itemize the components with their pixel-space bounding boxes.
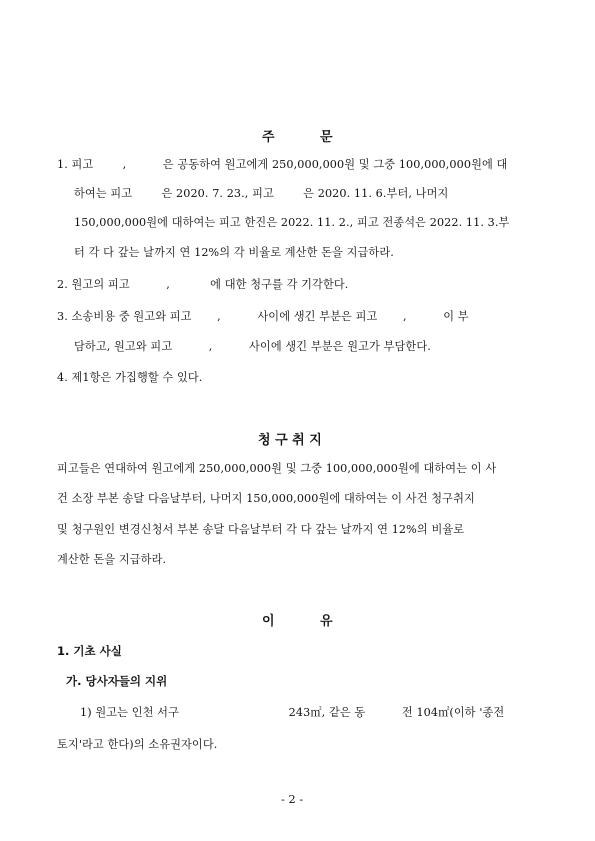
cheonggu-line3: 및 청구원인 변경신청서 부본 송달 다음날부터 각 다 갚는 날까지 연 12%의 비율로 [57,523,465,536]
jumun-item1-line4: 터 각 다 갚는 날까지 연 12%의 각 비율로 계산한 돈을 지급하라. [74,246,394,259]
heading-iyu-a: 이 [262,614,275,629]
jumun-item1-line2: 하여는 피고 은 2020. 7. 23., 피고 은 2020. 11. 6.부터, 나머지 [74,187,449,200]
jumun-item3-line1: 3. 소송비용 중 원고와 피고 , 사이에 생긴 부분은 피고 , 이 부 [57,310,469,323]
heading-jumun-b: 문 [320,130,333,145]
para1-line1: 1) 원고는 인천 서구 243㎡, 같은 동 전 104㎡(이하 '종전 [80,706,505,719]
heading-jumun-a: 주 [262,130,275,145]
section-1-ga-title: 가. 당사자들의 지위 [66,674,168,688]
cheonggu-line2: 건 소장 부본 송달 다음날부터, 나머지 150,000,000원에 대하여는 이 사건 청구취지 [57,492,475,505]
heading-cheonggu: 청 구 취 지 [258,433,322,448]
para1-line2: 토지'라고 한다)의 소유권자이다. [57,738,218,751]
jumun-item1-line1: 1. 피고 , 은 공동하여 원고에게 250,000,000원 및 그중 100,000,000원에 대 [57,158,508,171]
jumun-item4: 4. 제1항은 가집행할 수 있다. [57,371,203,384]
page-number: - 2 - [281,793,304,806]
jumun-item3-line2: 담하고, 원고와 피고 , 사이에 생긴 부분은 원고가 부담한다. [74,340,431,353]
cheonggu-line4: 계산한 돈을 지급하라. [57,553,167,566]
jumun-item2: 2. 원고의 피고 , 에 대한 청구를 각 기각한다. [57,278,349,291]
cheonggu-line1: 피고들은 연대하여 원고에게 250,000,000원 및 그중 100,000,000원에 대하여는 이 사 [57,462,497,475]
section-1-title: 1. 기초 사실 [57,644,122,658]
heading-iyu-b: 유 [320,614,333,629]
jumun-item1-line3: 150,000,000원에 대하여는 피고 한진은 2022. 11. 2., 피고 전종석은 2022. 11. 3.부 [74,216,510,229]
